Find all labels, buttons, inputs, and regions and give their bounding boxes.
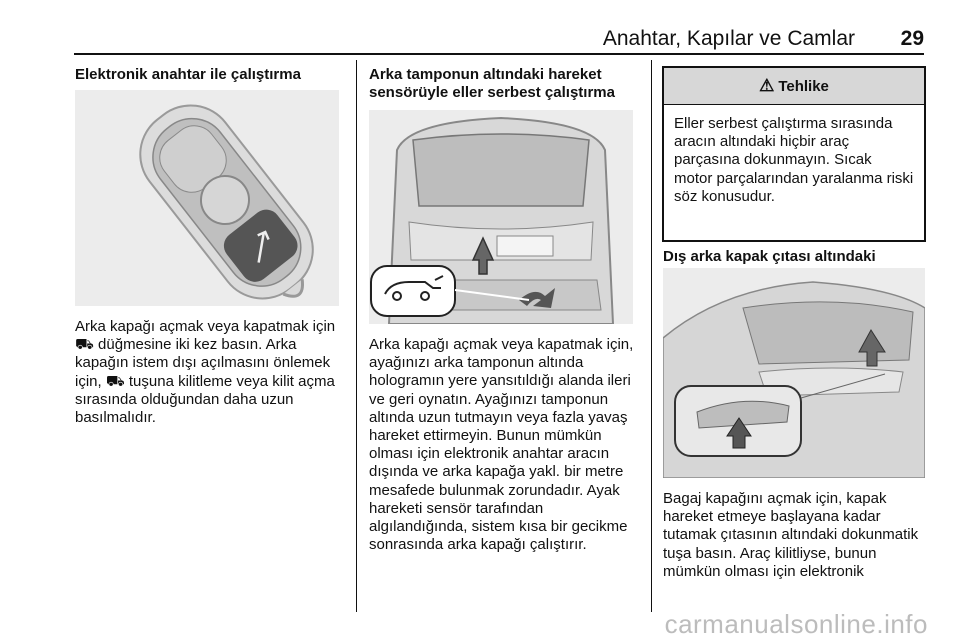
section-heading-handsfree: Arka tamponun altındaki hareket sensörüyle eller serbest çalıştırma bbox=[369, 66, 615, 101]
header-rule bbox=[74, 53, 924, 55]
section-heading-electronic-key: Elektronik anahtar ile çalıştırma bbox=[75, 66, 301, 83]
watermark: carmanualsonline.info bbox=[664, 609, 928, 639]
column-2 bbox=[369, 66, 641, 102]
column-1 bbox=[75, 66, 345, 84]
tailgate-touch-switch-illustration bbox=[663, 268, 925, 478]
column-3-body: Bagaj kapağını açmak için, kapak hareket etmeye başlayana kadar tutamak çıtasının altındaki dokunmatik tuşa basın. Araç kilitliyse, bunun mümkün olması için elektronik bbox=[663, 490, 919, 580]
page-number: 29 bbox=[900, 27, 924, 50]
column-1-body: Arka kapağı açmak veya kapatmak için ⛟ düğmesine iki kez basın. Arka kapağın istem dışı açılmasını önlemek için, ⛟ tuşuna kilitleme veya kilit açma sırasında olduğundan daha uzun basılmalıdır. bbox=[75, 318, 336, 427]
column-1-text bbox=[75, 318, 347, 427]
warning-body: Eller serbest çalıştırma sırasında aracın altındaki hiçbir araç parçasına dokunmayın. Sıcak motor parçalarından yaralanma riski söz konusudur. bbox=[674, 115, 914, 205]
warning-header bbox=[664, 68, 924, 105]
warning-title: Tehlike bbox=[778, 77, 829, 95]
section-heading-touch-switch: Dış arka kapak çıtası altındaki bbox=[663, 248, 876, 265]
page-header-title: Anahtar, Kapılar ve Camlar bbox=[602, 27, 855, 50]
danger-warning-box bbox=[662, 66, 926, 242]
column-divider-2 bbox=[651, 60, 652, 612]
column-3-text bbox=[663, 490, 925, 581]
column-divider-1 bbox=[356, 60, 357, 612]
column-2-text bbox=[369, 336, 641, 554]
warning-triangle-icon: ⚠ bbox=[759, 76, 775, 95]
rear-bumper-sensor-illustration bbox=[369, 110, 633, 324]
key-fob-illustration bbox=[75, 90, 339, 306]
column-2-body: Arka kapağı açmak veya kapatmak için, ayağınızı arka tamponun altında hologramın yere yansıtıldığı alanda ileri ve geri oynatın. Ayağınızı tamponun altında uzun tutmayın veya fazla yavaş hareket ettirmeyin. Bunun mümkün olması için elektronik anahtar aracın dışında ve arka kapağa yakl. bir metre mesafede bulunmak zorundadır. Ayak hareketi sensör tarafından algılandığında, sistem kısa bir gecikme sonrasında arka kapağı çalıştırır. bbox=[369, 336, 634, 554]
